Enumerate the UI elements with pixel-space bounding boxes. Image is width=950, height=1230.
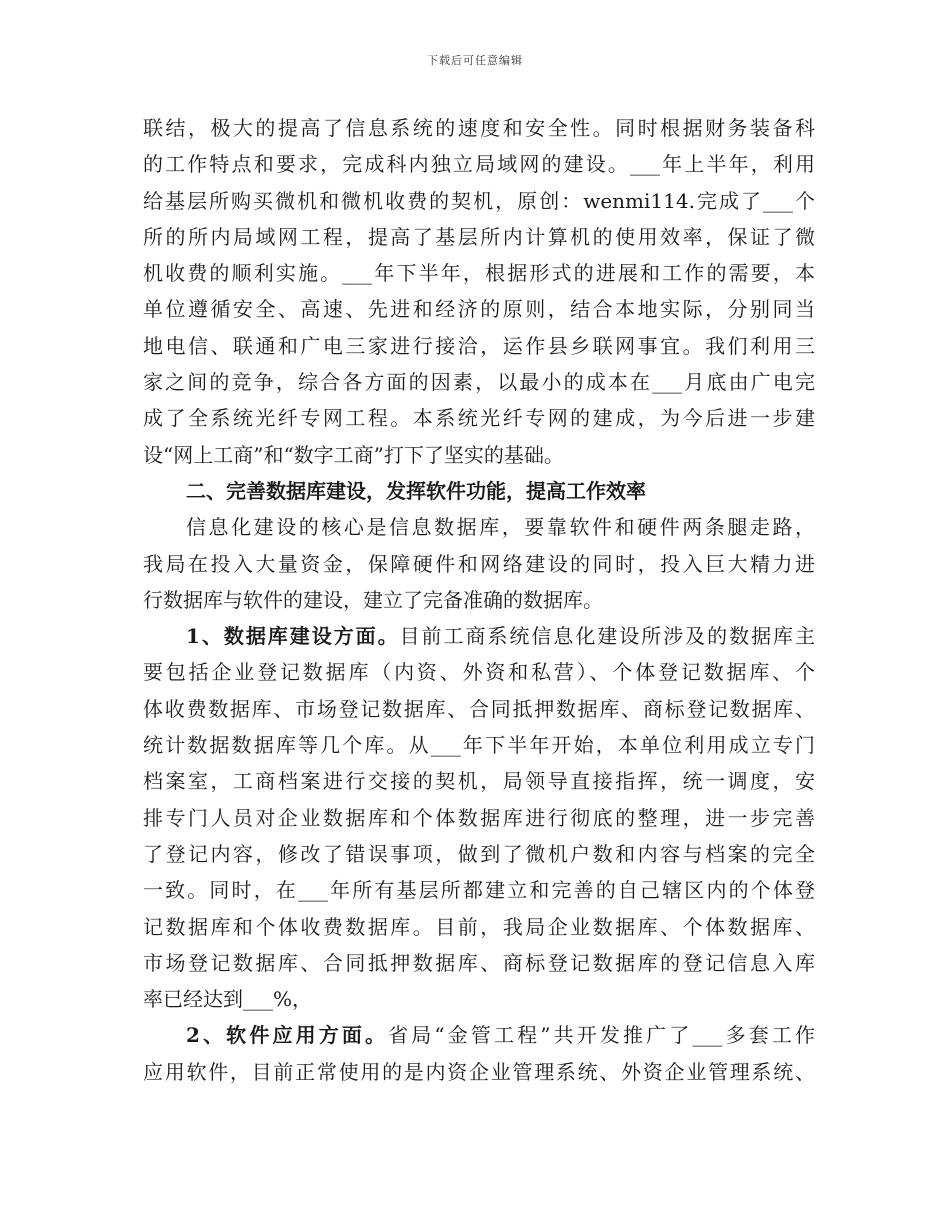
line-text: 省局“金管工程”共开发推广了___多套工作	[388, 1023, 815, 1048]
text-line	[143, 400, 815, 436]
text-line	[143, 437, 815, 473]
line-text: 家之间的竞争，综合各方面的因素，以最小的成本在___月底由广电完	[143, 370, 815, 395]
line-text: 应用软件，目前正常使用的是内资企业管理系统、外资企业管理系统、	[143, 1059, 815, 1084]
text-line	[143, 110, 815, 146]
line-text: 给基层所购买微机和微机收费的契机，原创：wenmi114.完成了___个	[143, 188, 815, 213]
line-text: 要包括企业登记数据库（内资、外资和私营）、个体登记数据库、个	[143, 660, 815, 685]
text-line	[143, 546, 815, 582]
line-text: 目前工商系统信息化建设所涉及的数据库主	[399, 624, 816, 649]
text-line	[143, 219, 815, 255]
line-text: 记数据库和个体收费数据库。目前，我局企业数据库、个体数据库、	[143, 914, 815, 939]
text-line	[143, 509, 815, 545]
text-line	[143, 763, 815, 799]
line-text: 所的所内局域网工程，提高了基层所内计算机的使用效率，保证了微	[143, 224, 815, 249]
document-body	[143, 110, 815, 1090]
line-text: 地电信、联通和广电三家进行接洽，运作县乡联网事宜。我们利用三	[143, 333, 815, 358]
text-line	[143, 183, 815, 219]
text-line	[143, 364, 815, 400]
line-text: 单位遵循安全、高速、先进和经济的原则，结合本地实际，分别同当	[143, 297, 815, 322]
text-line	[143, 872, 815, 908]
text-line	[143, 836, 815, 872]
bold-heading-text: 二、完善数据库建设，发挥软件功能，提高工作效率	[186, 478, 646, 503]
text-line	[143, 727, 815, 763]
text-line	[143, 945, 815, 981]
line-text: 市场登记数据库、合同抵押数据库、商标登记数据库的登记信息入库	[143, 950, 815, 975]
text-line	[143, 1017, 815, 1053]
text-line	[143, 1054, 815, 1090]
line-text: 信息化建设的核心是信息数据库，要靠软件和硬件两条腿走路，	[186, 515, 815, 540]
text-line	[143, 291, 815, 327]
line-text: 的工作特点和要求，完成科内独立局域网的建设。___年上半年，利用	[143, 152, 815, 177]
text-line	[143, 981, 815, 1017]
line-text: 率已经达到___%，	[143, 987, 313, 1012]
page-header: 下载后可任意编辑	[427, 54, 523, 67]
line-text: 成了全系统光纤专网工程。本系统光纤专网的建成，为今后进一步建	[143, 406, 815, 431]
text-line	[143, 328, 815, 364]
line-text: 我局在投入大量资金，保障硬件和网络建设的同时，投入巨大精力进	[143, 551, 815, 576]
line-text: 行数据库与软件的建设，建立了完备准确的数据库。	[143, 587, 603, 612]
text-line	[143, 582, 815, 618]
line-text: 档案室，工商档案进行交接的契机，局领导直接指挥，统一调度，安	[143, 769, 815, 794]
line-text: 排专门人员对企业数据库和个体数据库进行彻底的整理，进一步完善	[143, 805, 815, 830]
line-text: 设“网上工商”和“数字工商”打下了坚实的基础。	[143, 442, 564, 467]
line-text: 体收费数据库、市场登记数据库、合同抵押数据库、商标登记数据库、	[143, 696, 815, 721]
line-text: 一致。同时，在___年所有基层所都建立和完善的自己辖区内的个体登	[143, 878, 815, 903]
text-line	[143, 618, 815, 654]
text-line	[143, 909, 815, 945]
text-line	[143, 473, 815, 509]
text-line	[143, 146, 815, 182]
text-line	[143, 654, 815, 690]
text-line	[143, 255, 815, 291]
text-line	[143, 691, 815, 727]
line-text: 统计数据数据库等几个库。从___年下半年开始，本单位利用成立专门	[143, 733, 815, 758]
bold-heading-text: 2、软件应用方面。	[186, 1023, 389, 1048]
line-text: 了登记内容，修改了错误事项，做到了微机户数和内容与档案的完全	[143, 841, 815, 866]
text-line	[143, 800, 815, 836]
line-text: 联结，极大的提高了信息系统的速度和安全性。同时根据财务装备科	[143, 116, 815, 140]
line-text: 机收费的顺利实施。___年下半年，根据形式的进展和工作的需要，本	[143, 261, 815, 286]
bold-heading-text: 1、数据库建设方面。	[186, 624, 400, 649]
